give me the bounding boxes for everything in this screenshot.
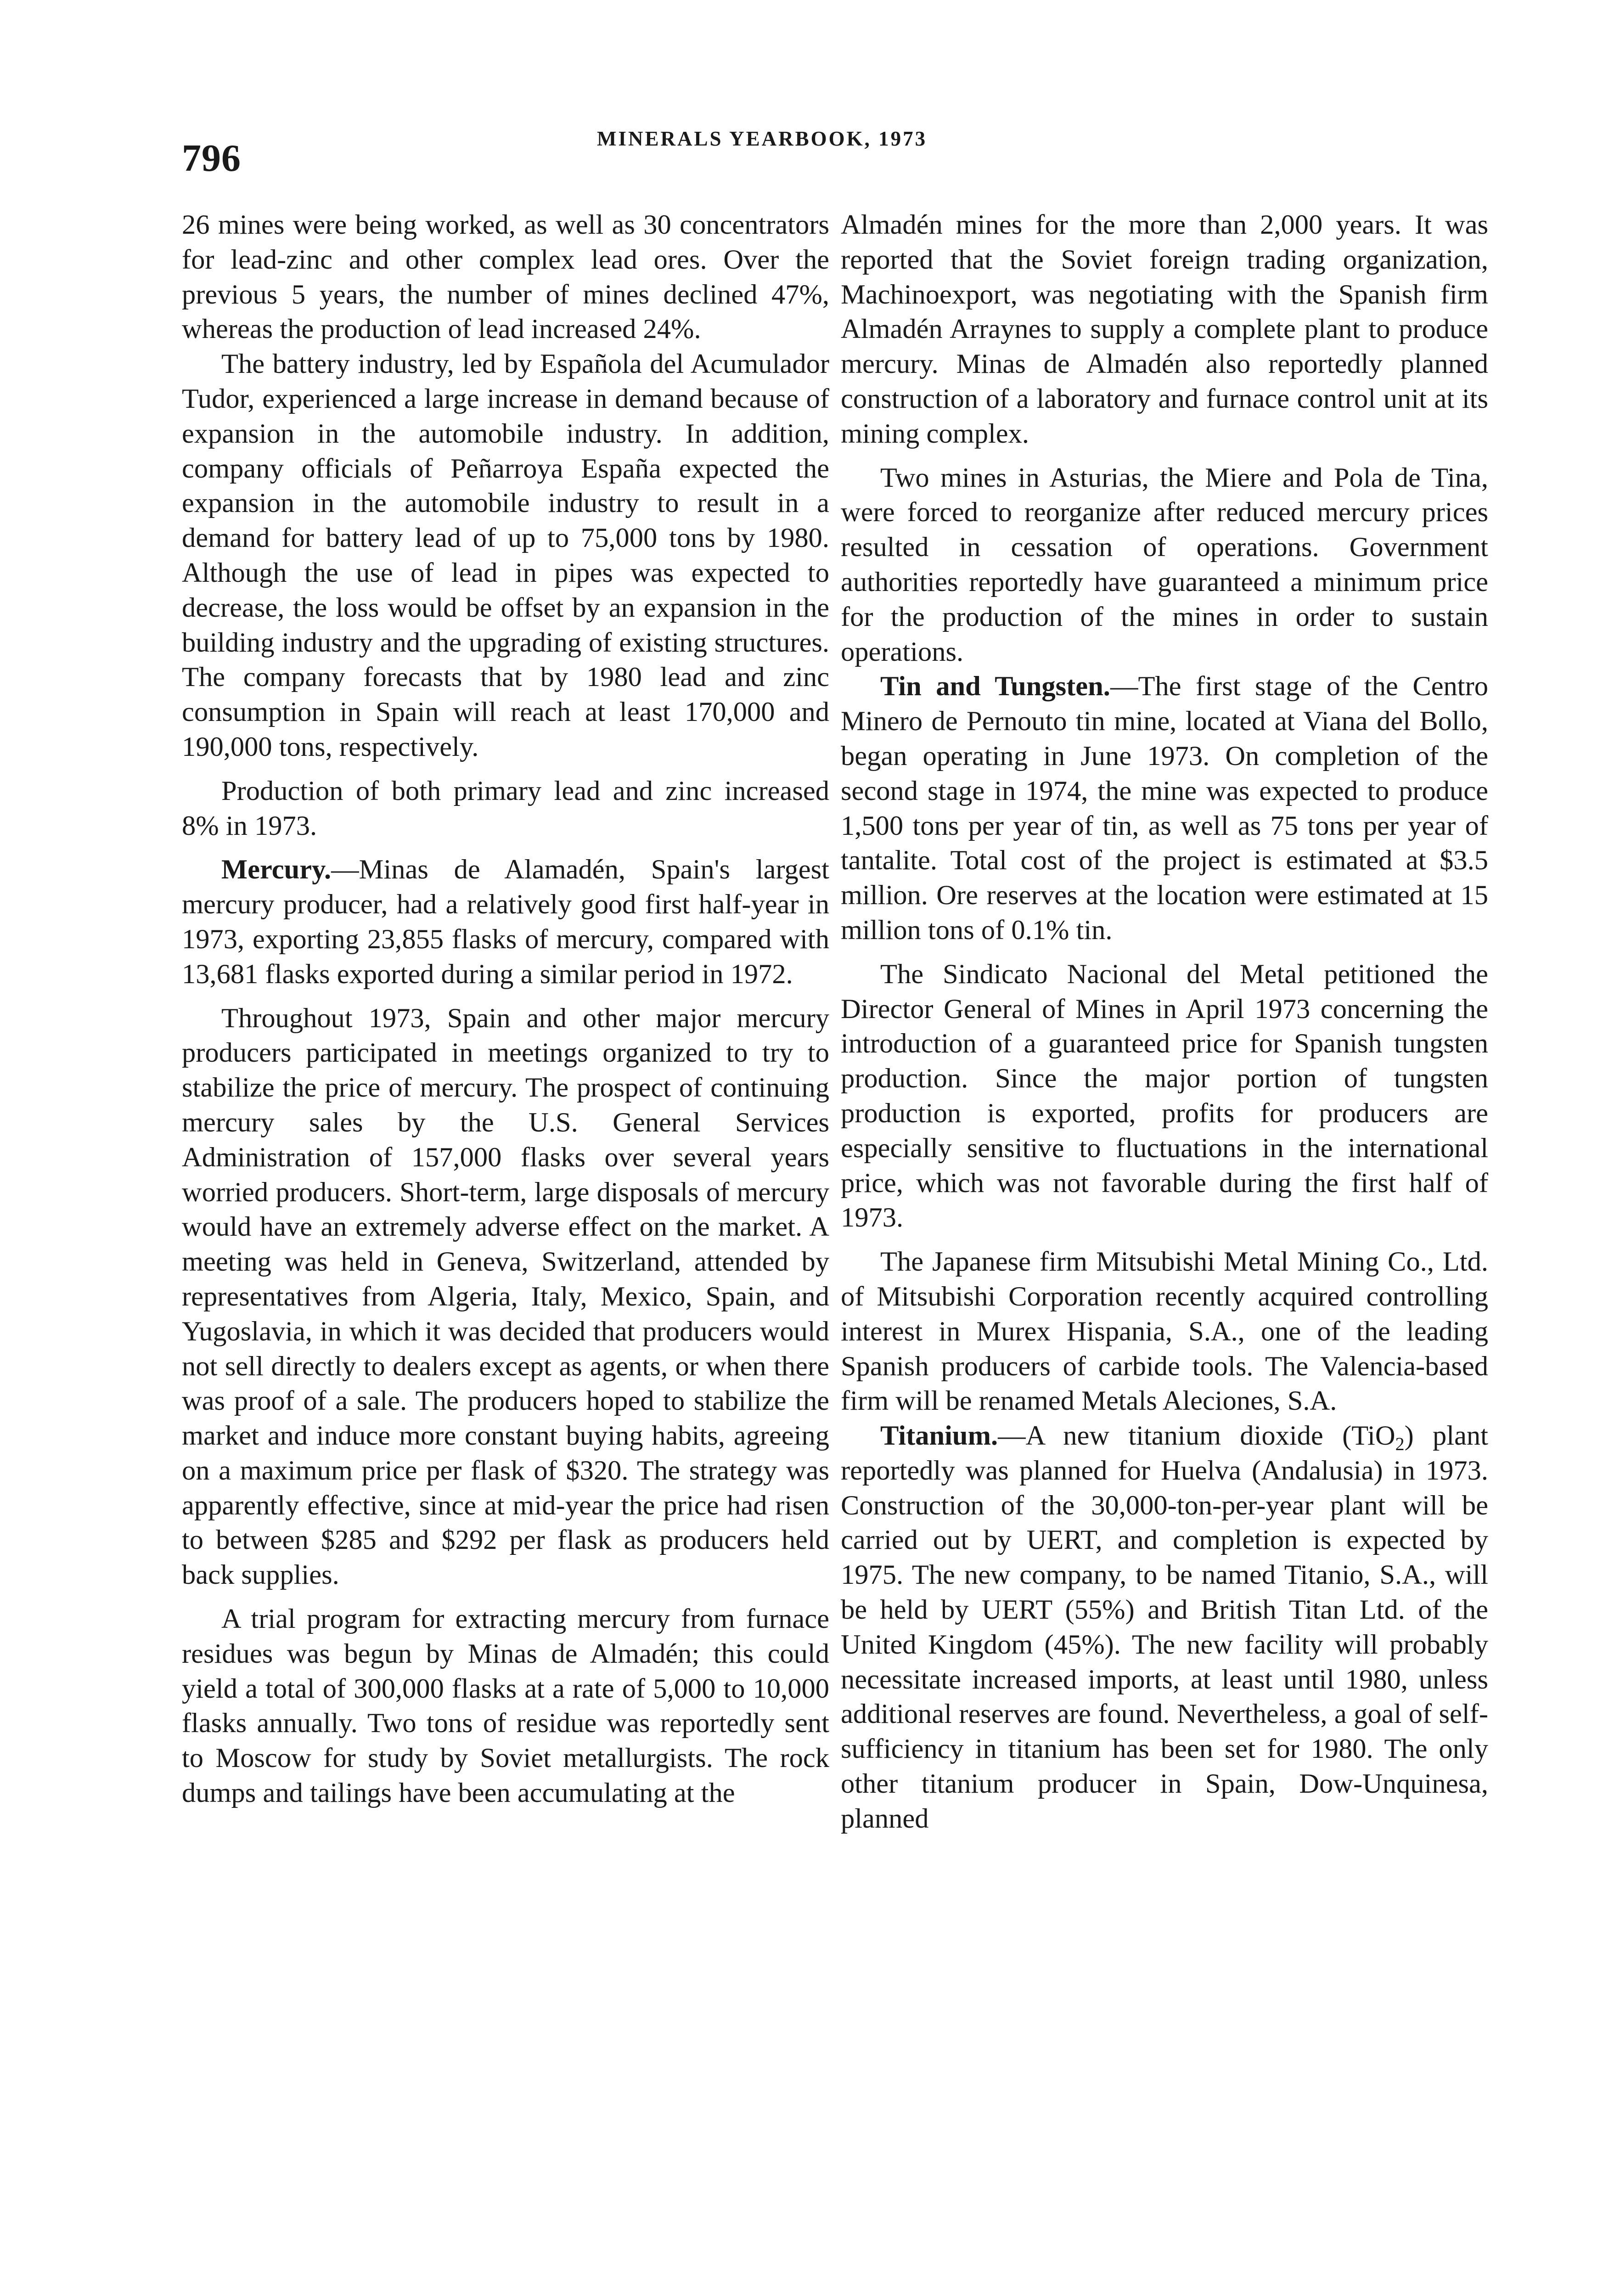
paragraph-asturias-mines: Two mines in Asturias, the Miere and Pola de Tina, were forced to reorganize after reduced mercury prices resulted in cessation of operations. Government authorities reportedly have guaranteed a minimum price for the production of the mines in order to sustain operations.: [841, 462, 1488, 667]
titanium-dash: —A new titanium dioxide (TiO: [998, 1420, 1395, 1452]
paragraph-mercury: [182, 852, 829, 991]
left-column: [182, 208, 829, 1811]
paragraph-mercury-meetings: Throughout 1973, Spain and other major mercury producers participated in meetings organized to try to stabilize the price of mercury. The prospect of continuing mercury sales by the U.S. General Services Administration of 157,000 flasks over several years worried producers. Short-term, large disposals of mercury would have an extremely adverse effect on the market. A meeting was held in Geneva, Switzerland, attended by representatives from Algeria, Italy, Mexico, Spain, and Yugoslavia, in which it was decided that producers would not sell directly to dealers except as agents, or when there was proof of a sale. The producers hoped to stabilize the market and induce more constant buying habits, agreeing on a maximum price per flask of $320. The strategy was apparently effective, since at mid-year the price had risen to between $285 and $292 per flask as producers held back supplies.: [182, 1002, 829, 1591]
mercury-body: —Minas de Alamadén, Spain's largest mercury producer, had a relatively good first half-year in 1973, exporting 23,855 flasks of mercury, compared with 13,681 flasks exported during a similar period in 1972.: [182, 854, 829, 990]
paragraph-sindicato: The Sindicato Nacional del Metal petitioned the Director General of Mines in April 1973 concerning the introduction of a guaranteed price for Spanish tungsten production. Since the major portion of tungsten production is exported, profits for producers are especially sensitive to fluctuations in the international price, which was not favorable during the first half of 1973.: [841, 958, 1488, 1233]
paragraph-tin-tungsten: [841, 669, 1488, 947]
section-heading-mercury: Mercury.: [221, 854, 332, 885]
running-title: MINERALS YEARBOOK, 1973: [597, 127, 928, 150]
titanium-body: ) plant reportedly was planned for Huelva (Andalusia) in 1973. Construction of the 30,000-ton-per-year plant will be carried out by UERT, and completion is expected by 1975. The new company, to be named Titanio, S.A., will be held by UERT (55%) and British Titan Ltd. of the United Kingdom (45%). The new facility will probably necessitate increased imports, at least until 1980, unless additional reserves are found. Nevertheless, a goal of self-sufficiency in titanium has been set for 1980. The only other titanium producer in Spain, Dow-Unquinesa, planned: [841, 1420, 1488, 1834]
paragraph-mercury-residues: A trial program for extracting mercury from furnace residues was begun by Minas de Almadén; this could yield a total of 300,000 flasks at a rate of 5,000 to 10,000 flasks annually. Two tons of residue was reportedly sent to Moscow for study by Soviet metallurgists. The rock dumps and tailings have been accumulating at the: [182, 1604, 829, 1809]
paragraph-lead-zinc-production: Production of both primary lead and zinc increased 8% in 1973.: [182, 775, 829, 841]
tin-tungsten-body: —The first stage of the Centro Minero de Pernouto tin mine, located at Viana del Bollo, began operating in June 1973. On completion of the second stage in 1974, the mine was expected to produce 1,500 tons per year of tin, as well as 75 tons per year of tantalite. Total cost of the project is estimated at $3.5 million. Ore reserves at the location were estimated at 15 million tons of 0.1% tin.: [841, 671, 1488, 945]
section-heading-titanium: Titanium.: [880, 1420, 998, 1452]
right-column: [841, 208, 1488, 1836]
paragraph-titanium: [841, 1418, 1488, 1836]
paragraph-mitsubishi: The Japanese firm Mitsubishi Metal Mining Co., Ltd. of Mitsubishi Corporation recently acquired controlling interest in Murex Hispania, S.A., one of the leading Spanish producers of carbide tools. The Valencia-based firm will be renamed Metals Aleciones, S.A.: [841, 1246, 1488, 1417]
paragraph-almaden-mines: Almadén mines for the more than 2,000 years. It was reported that the Soviet foreign trading organization, Machinoexport, was negotiating with the Spanish firm Almadén Arraynes to supply a complete plant to produce mercury. Minas de Almadén also reportedly planned construction of a laboratory and furnace control unit at its mining complex.: [841, 209, 1488, 449]
page-number: 796: [182, 137, 241, 180]
paragraph-battery-industry: The battery industry, led by Española del Acumulador Tudor, experienced a large increase in demand because of expansion in the automobile industry. In addition, company officials of Peñarroya España expected the expansion in the automobile industry to result in a demand for battery lead of up to 75,000 tons by 1980. Although the use of lead in pipes was expected to decrease, the loss would be offset by an expansion in the building industry and the upgrading of existing structures. The company forecasts that by 1980 lead and zinc consumption in Spain will reach at least 170,000 and 190,000 tons, respectively.: [182, 349, 829, 762]
section-heading-tin-tungsten: Tin and Tungsten.: [880, 671, 1110, 702]
subscript-two: 2: [1395, 1434, 1405, 1455]
paragraph-lead-mines: 26 mines were being worked, as well as 30 concentrators for lead-zinc and other complex lead ores. Over the previous 5 years, the number of mines declined 47%, whereas the production of lead increased 24%.: [182, 209, 829, 345]
